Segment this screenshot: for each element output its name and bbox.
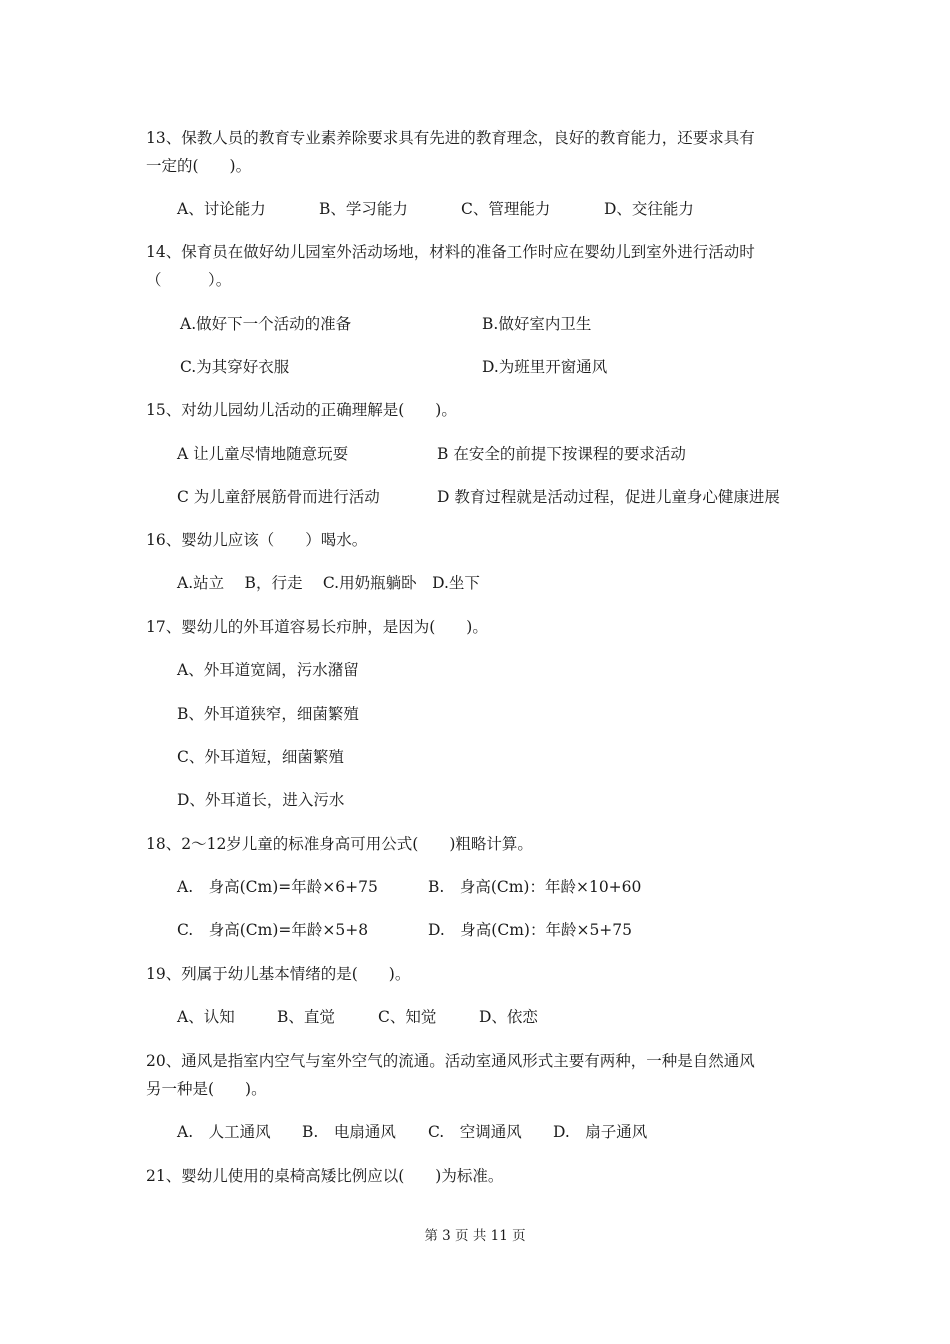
q20-option-d: D. 扇子通风 (553, 1123, 648, 1141)
q13-option-a: A、讨论能力 (177, 200, 266, 218)
q14-stem-line1: 14、保育员在做好幼儿园室外活动场地，材料的准备工作时应在婴幼儿到室外进行活动时 (146, 243, 755, 261)
q14-option-c: C.为其穿好衣服 (180, 358, 290, 376)
q17-option-a: A、外耳道宽阔，污水潴留 (177, 661, 359, 679)
q17-stem: 17、婴幼儿的外耳道容易长疖肿，是因为( )。 (146, 618, 488, 636)
q19-option-a: A、认知 (177, 1008, 235, 1026)
q20-stem-line2: 另一种是( )。 (146, 1080, 267, 1098)
q14-option-d: D.为班里开窗通风 (482, 358, 608, 376)
q16-options: A.站立 B，行走 C.用奶瓶躺卧 D.坐下 (177, 574, 480, 592)
q13-stem-line2: 一定的( )。 (146, 157, 252, 175)
q15-stem: 15、对幼儿园幼儿活动的正确理解是( )。 (146, 401, 457, 419)
q15-option-b: B 在安全的前提下按课程的要求活动 (437, 445, 686, 463)
q14-option-b: B.做好室内卫生 (482, 315, 592, 333)
q13-option-b: B、学习能力 (319, 200, 408, 218)
q15-option-d: D 教育过程就是活动过程，促进儿童身心健康进展 (437, 488, 780, 506)
q19-stem: 19、列属于幼儿基本情绪的是( )。 (146, 965, 411, 983)
q18-option-c: C. 身高(Cm)=年龄×5+8 (177, 921, 369, 939)
q20-option-b: B. 电扇通风 (302, 1123, 396, 1141)
q17-option-c: C、外耳道短，细菌繁殖 (177, 748, 344, 766)
q18-option-d: D. 身高(Cm)：年龄×5+75 (428, 921, 633, 939)
q16-stem: 16、婴幼儿应该（ ）喝水。 (146, 531, 368, 549)
q18-option-b: B. 身高(Cm)：年龄×10+60 (428, 878, 642, 896)
q13-option-d: D、交往能力 (604, 200, 694, 218)
q18-option-a: A. 身高(Cm)=年龄×6+75 (177, 878, 378, 896)
q20-option-a: A. 人工通风 (177, 1123, 271, 1141)
q19-option-d: D、依恋 (479, 1008, 538, 1026)
q18-stem: 18、2～12岁儿童的标准身高可用公式( )粗略计算。 (146, 835, 533, 853)
page-number-footer: 第 3 页 共 11 页 (424, 1228, 526, 1244)
q21-stem: 21、婴幼儿使用的桌椅高矮比例应以( )为标准。 (146, 1167, 504, 1185)
q14-option-a: A.做好下一个活动的准备 (180, 315, 352, 333)
q20-stem-line1: 20、通风是指室内空气与室外空气的流通。活动室通风形式主要有两种，一种是自然通风 (146, 1052, 755, 1070)
q14-stem-line2: （ ）。 (146, 271, 232, 289)
q15-option-c: C 为儿童舒展筋骨而进行活动 (177, 488, 380, 506)
q19-option-c: C、知觉 (378, 1008, 437, 1026)
q20-option-c: C. 空调通风 (428, 1123, 522, 1141)
q17-option-d: D、外耳道长，进入污水 (177, 791, 345, 809)
q13-option-c: C、管理能力 (461, 200, 551, 218)
q19-option-b: B、直觉 (277, 1008, 335, 1026)
q13-stem-line1: 13、保教人员的教育专业素养除要求具有先进的教育理念，良好的教育能力，还要求具有 (146, 129, 755, 147)
q15-option-a: A 让儿童尽情地随意玩耍 (177, 445, 349, 463)
q17-option-b: B、外耳道狭窄，细菌繁殖 (177, 705, 359, 723)
